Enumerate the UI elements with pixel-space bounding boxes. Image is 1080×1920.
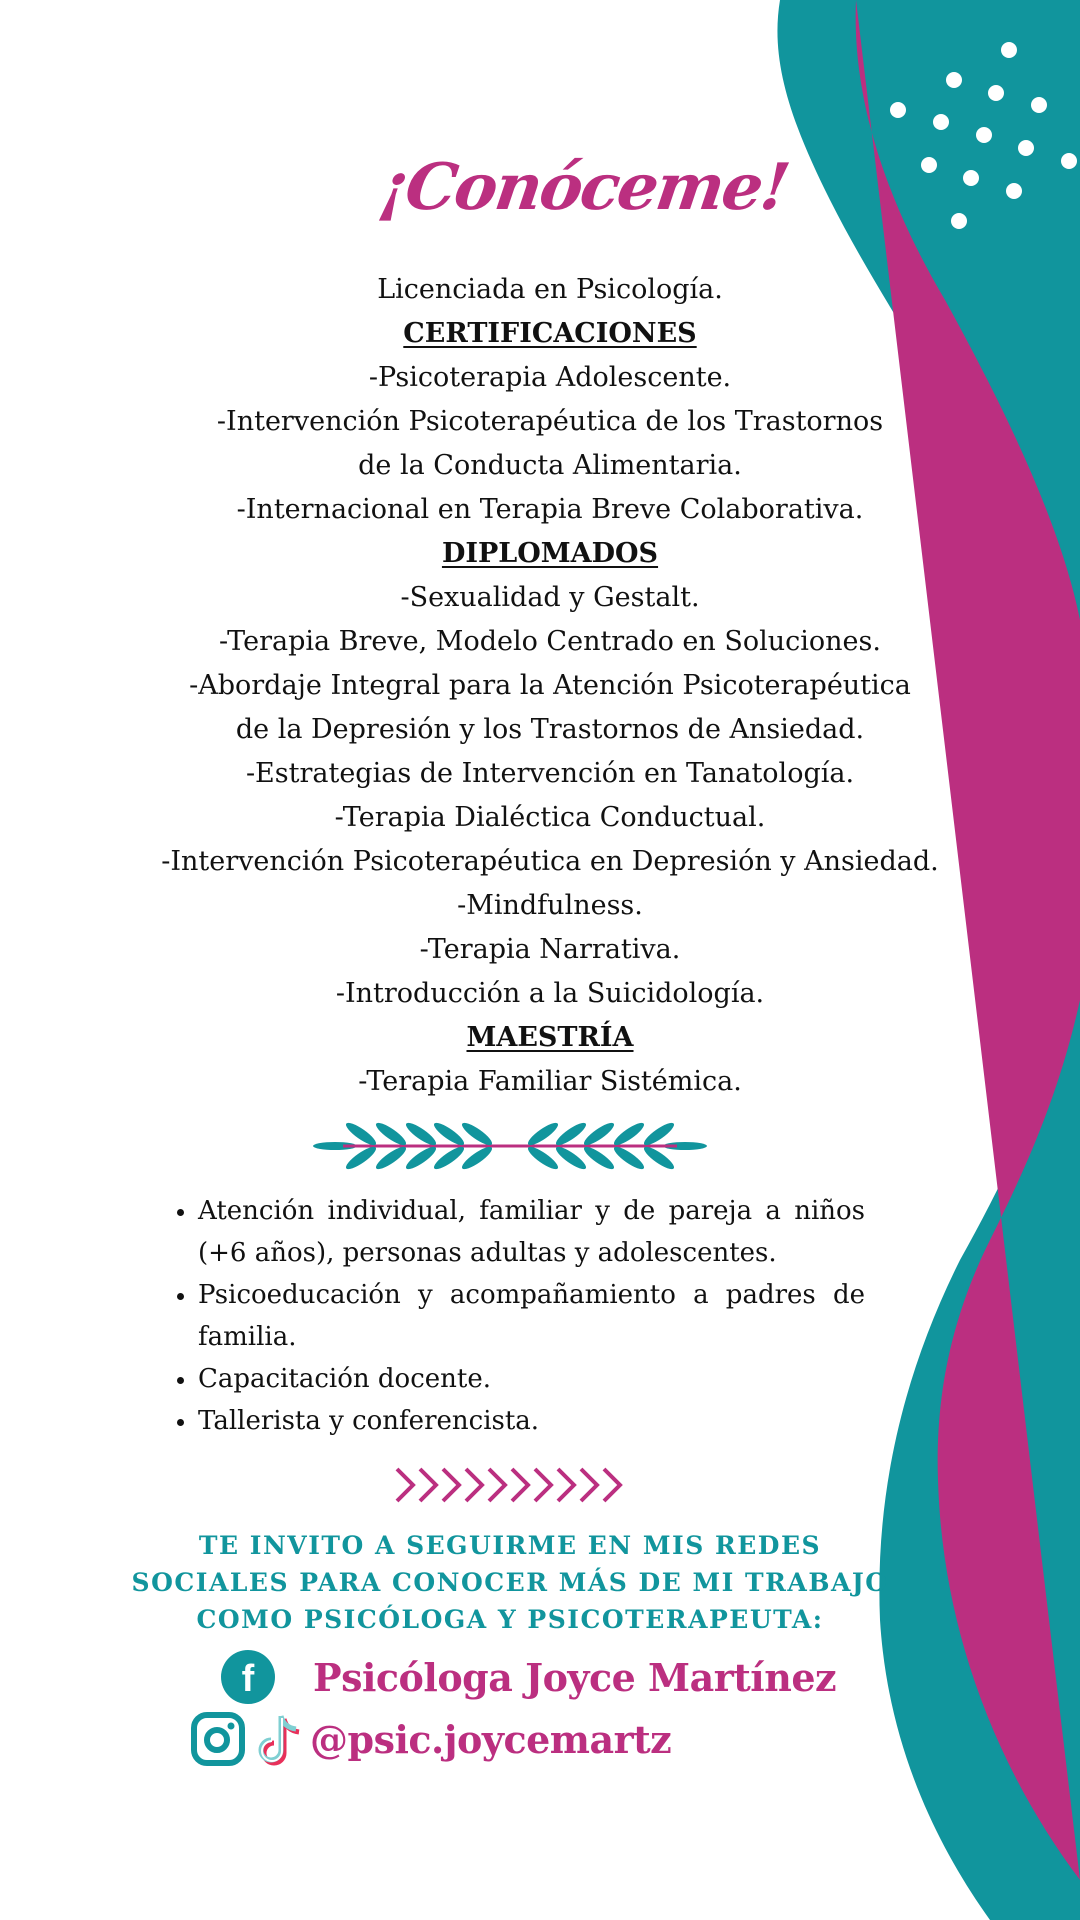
facebook-link[interactable] xyxy=(221,1650,836,1704)
credential-line: -Psicoterapia Adolescente. xyxy=(368,362,732,393)
service-item: • Tallerista y conferencista. xyxy=(198,1400,865,1442)
follow-invitation xyxy=(130,1527,890,1638)
invite-line: SOCIALES PARA CONOCER MÁS DE MI TRABAJO xyxy=(131,1568,889,1597)
credential-line: -Sexualidad y Gestalt. xyxy=(400,582,700,613)
service-item: • Atención individual, familiar y de pareja a niños (+6 años), personas adultas y adolescentes. xyxy=(198,1190,865,1274)
degree-line: Licenciada en Psicología. xyxy=(377,274,723,305)
credential-line: -Terapia Breve, Modelo Centrado en Soluciones. xyxy=(219,626,881,657)
chevrons-arrow-icon xyxy=(395,1465,625,1505)
credential-line: de la Depresión y los Trastornos de Ansiedad. xyxy=(235,714,865,745)
social-handle[interactable]: @psic.joycemartz xyxy=(310,1716,672,1762)
service-item: • Capacitación docente. xyxy=(198,1358,865,1400)
credential-line: -Internacional en Terapia Breve Colaborativa. xyxy=(236,494,864,525)
credential-line: -Terapia Familiar Sistémica. xyxy=(358,1066,742,1097)
credential-line: -Introducción a la Suicidología. xyxy=(335,978,765,1009)
credential-line: -Terapia Dialéctica Conductual. xyxy=(334,802,766,833)
instagram-tiktok-link[interactable] xyxy=(190,1710,671,1768)
credential-line: -Intervención Psicoterapéutica en Depresión y Ansiedad. xyxy=(161,846,939,877)
section-heading-diplomados: DIPLOMADOS xyxy=(441,538,659,569)
credential-line: -Abordaje Integral para la Atención Psicoterapéutica xyxy=(189,670,911,701)
credential-line: de la Conducta Alimentaria. xyxy=(358,450,742,481)
section-heading-maestria: MAESTRÍA xyxy=(466,1022,634,1053)
section-heading-certificaciones: CERTIFICACIONES xyxy=(403,318,697,349)
credential-line: -Mindfulness. xyxy=(457,890,643,921)
credential-line: -Terapia Narrativa. xyxy=(419,934,681,965)
tiktok-icon[interactable] xyxy=(254,1710,304,1768)
laurel-divider-icon xyxy=(313,1120,707,1172)
facebook-page-name[interactable]: Psicóloga Joyce Martínez xyxy=(313,1654,837,1700)
credential-line: -Intervención Psicoterapéutica de los Trastornos xyxy=(216,406,884,437)
credential-line: -Estrategias de Intervención en Tanatología. xyxy=(245,758,855,789)
facebook-icon[interactable]: f xyxy=(221,1650,275,1704)
services-list xyxy=(160,1190,865,1442)
invite-line: TE INVITO A SEGUIRME EN MIS REDES xyxy=(198,1531,822,1560)
credentials-block xyxy=(140,268,960,1104)
service-item: • Psicoeducación y acompañamiento a padres de familia. xyxy=(198,1274,865,1358)
instagram-icon[interactable] xyxy=(190,1711,246,1767)
page-title: ¡Conóceme! xyxy=(374,150,793,225)
invite-line: COMO PSICÓLOGA Y PSICOTERAPEUTA: xyxy=(196,1605,824,1634)
